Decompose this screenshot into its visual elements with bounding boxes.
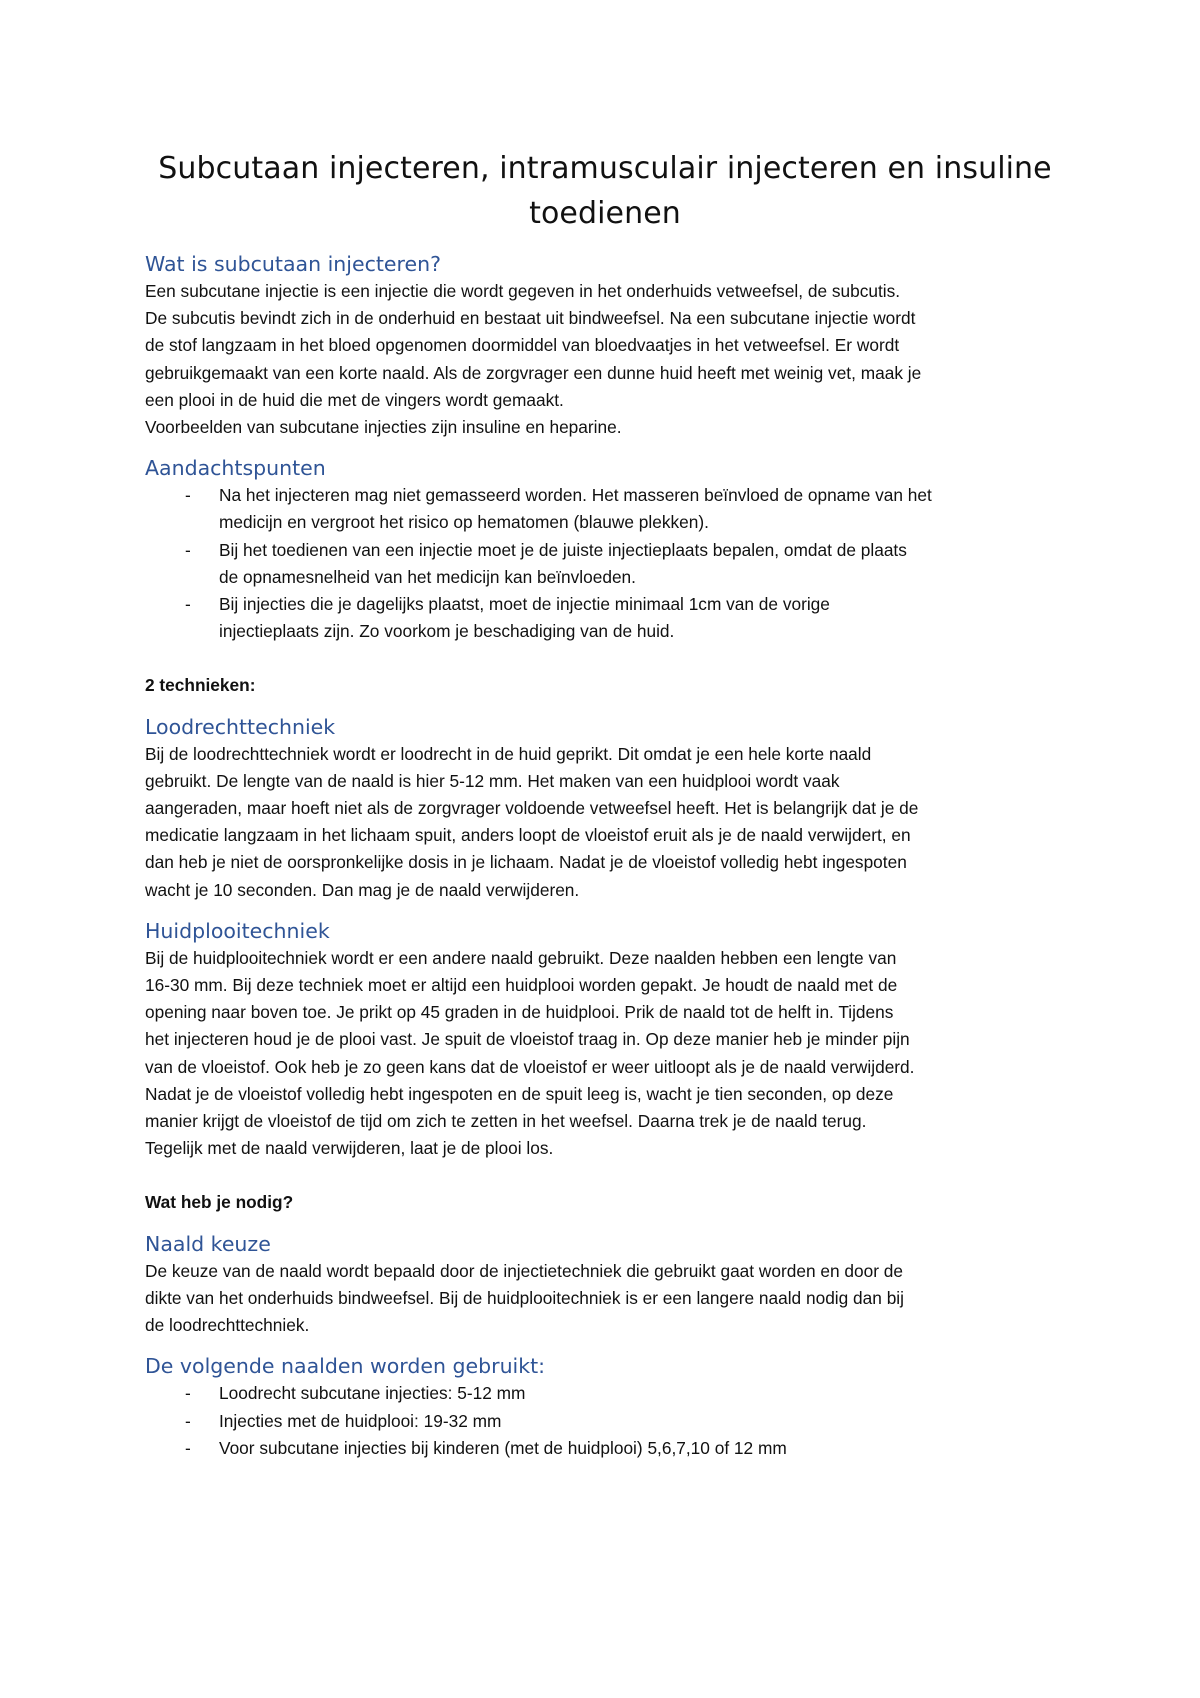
document-title <box>145 146 1065 236</box>
list-item-line: injectieplaats zijn. Zo voorkom je beschadiging van de huid. <box>219 621 675 642</box>
loodrecht-line: aangeraden, maar hoeft niet als de zorgvrager voldoende vetweefsel heeft. Het is belangrijk dat je de <box>145 798 919 819</box>
attention-list <box>145 482 1065 645</box>
intro-line: Voorbeelden van subcutane injecties zijn insuline en heparine. <box>145 417 622 438</box>
huidplooi-line: het injecteren houd je de plooi vast. Je spuit de vloeistof traag in. Op deze manier heb je minder pijn <box>145 1029 910 1050</box>
huidplooi-line: Nadat je de vloeistof volledig hebt ingespoten en de spuit leeg is, wacht je tien seconden, op deze <box>145 1083 894 1104</box>
intro-line: een plooi in de huid die met de vingers wordt gemaakt. <box>145 389 564 410</box>
title-line: Subcutaan injecteren, intramusculair injecteren en insuline <box>158 151 1052 186</box>
huidplooi-line: Tegelijk met de naald verwijderen, laat je de plooi los. <box>145 1138 554 1159</box>
bullet-dash: - <box>185 485 191 506</box>
bullet-dash: - <box>185 539 191 560</box>
list-item-line: Injecties met de huidplooi: 19-32 mm <box>219 1410 502 1431</box>
title-line: toedienen <box>529 196 681 231</box>
loodrecht-line: Bij de loodrechttechniek wordt er loodrecht in de huid geprikt. Dit omdat je een hele korte naald <box>145 743 872 764</box>
list-item-line: Loodrecht subcutane injecties: 5-12 mm <box>219 1383 526 1404</box>
techniques-label: 2 technieken: <box>145 675 256 696</box>
list-item <box>145 1435 1065 1462</box>
bullet-dash: - <box>185 1383 191 1404</box>
heading-loodrechttechniek: Loodrechttechniek <box>145 714 336 739</box>
document-content <box>145 146 1065 1462</box>
list-item-line: medicijn en vergroot het risico op hematomen (blauwe plekken). <box>219 512 709 533</box>
list-item-line: de opnamesnelheid van het medicijn kan beïnvloeden. <box>219 566 636 587</box>
intro-line: de stof langzaam in het bloed opgenomen doormiddel van bloedvaatjes in het vetweefsel. Er wordt <box>145 335 900 356</box>
naald-keuze-line: De keuze van de naald wordt bepaald door de injectietechniek die gebruikt gaat worden en door de <box>145 1260 904 1281</box>
intro-line: De subcutis bevindt zich in de onderhuid en bestaat uit bindweefsel. Na een subcutane injectie wordt <box>145 308 916 329</box>
intro-paragraph <box>145 278 1065 441</box>
huidplooi-line: manier krijgt de vloeistof de tijd om zich te zetten in het weefsel. Daarna trek je de naald terug. <box>145 1111 867 1132</box>
heading-aandachtspunten: Aandachtspunten <box>145 456 326 481</box>
naald-keuze-paragraph <box>145 1258 1065 1340</box>
huidplooi-line: van de vloeistof. Ook heb je zo geen kans dat de vloeistof er weer uitloopt als je de naald verwijderd. <box>145 1056 915 1077</box>
naald-keuze-line: dikte van het onderhuids bindweefsel. Bij de huidplooitechniek is er een langere naald nodig dan bij <box>145 1287 904 1308</box>
naald-keuze-line: de loodrechttechniek. <box>145 1315 310 1336</box>
loodrecht-line: wacht je 10 seconden. Dan mag je de naald verwijderen. <box>145 879 580 900</box>
intro-line: Een subcutane injectie is een injectie die wordt gegeven in het onderhuids vetweefsel, de subcutis. <box>145 281 901 301</box>
loodrecht-line: gebruikt. De lengte van de naald is hier 5-12 mm. Het maken van een huidplooi wordt vaak <box>145 770 840 791</box>
needs-label: Wat heb je nodig? <box>145 1192 294 1213</box>
bullet-dash: - <box>185 1437 191 1458</box>
list-item <box>145 1380 1065 1407</box>
heading-naald-keuze: Naald keuze <box>145 1231 271 1256</box>
list-item <box>145 537 1065 591</box>
list-item-line: Bij het toedienen van een injectie moet je de juiste injectieplaats bepalen, omdat de plaats <box>219 539 907 560</box>
huidplooi-line: opening naar boven toe. Je prikt op 45 graden in de huidplooi. Prik de naald tot de helft in. Tijdens <box>145 1002 894 1023</box>
huidplooi-line: Bij de huidplooitechniek wordt er een andere naald gebruikt. Deze naalden hebben een lengte van <box>145 947 897 968</box>
huidplooi-line: 16-30 mm. Bij deze techniek moet er altijd een huidplooi worden gepakt. Je houdt de naald met de <box>145 975 898 996</box>
loodrecht-line: dan heb je niet de oorspronkelijke dosis in je lichaam. Nadat je de vloeistof volledig hebt ingespoten <box>145 852 907 873</box>
list-item <box>145 1408 1065 1435</box>
list-item-line: Na het injecteren mag niet gemasseerd worden. Het masseren beïnvloed de opname van het <box>219 485 932 506</box>
needles-list <box>145 1380 1065 1462</box>
list-item-line: Bij injecties die je dagelijks plaatst, moet de injectie minimaal 1cm van de vorige <box>219 594 830 615</box>
huidplooi-paragraph <box>145 945 1065 1163</box>
bullet-dash: - <box>185 1410 191 1431</box>
list-item <box>145 591 1065 645</box>
list-item <box>145 482 1065 536</box>
list-item-line: Voor subcutane injecties bij kinderen (met de huidplooi) 5,6,7,10 of 12 mm <box>219 1437 787 1458</box>
loodrecht-paragraph <box>145 741 1065 904</box>
bullet-dash: - <box>185 594 191 615</box>
intro-line: gebruikgemaakt van een korte naald. Als de zorgvrager een dunne huid heeft met weinig vet, maak je <box>145 362 922 383</box>
heading-naalden: De volgende naalden worden gebruikt: <box>145 1354 546 1379</box>
heading-huidplooitechniek: Huidplooitechniek <box>145 918 330 943</box>
heading-wat-is-subcutaan: Wat is subcutaan injecteren? <box>145 252 441 276</box>
loodrecht-line: medicatie langzaam in het lichaam spuit, anders loopt de vloeistof eruit als je de naald verwijdert, en <box>145 825 911 846</box>
